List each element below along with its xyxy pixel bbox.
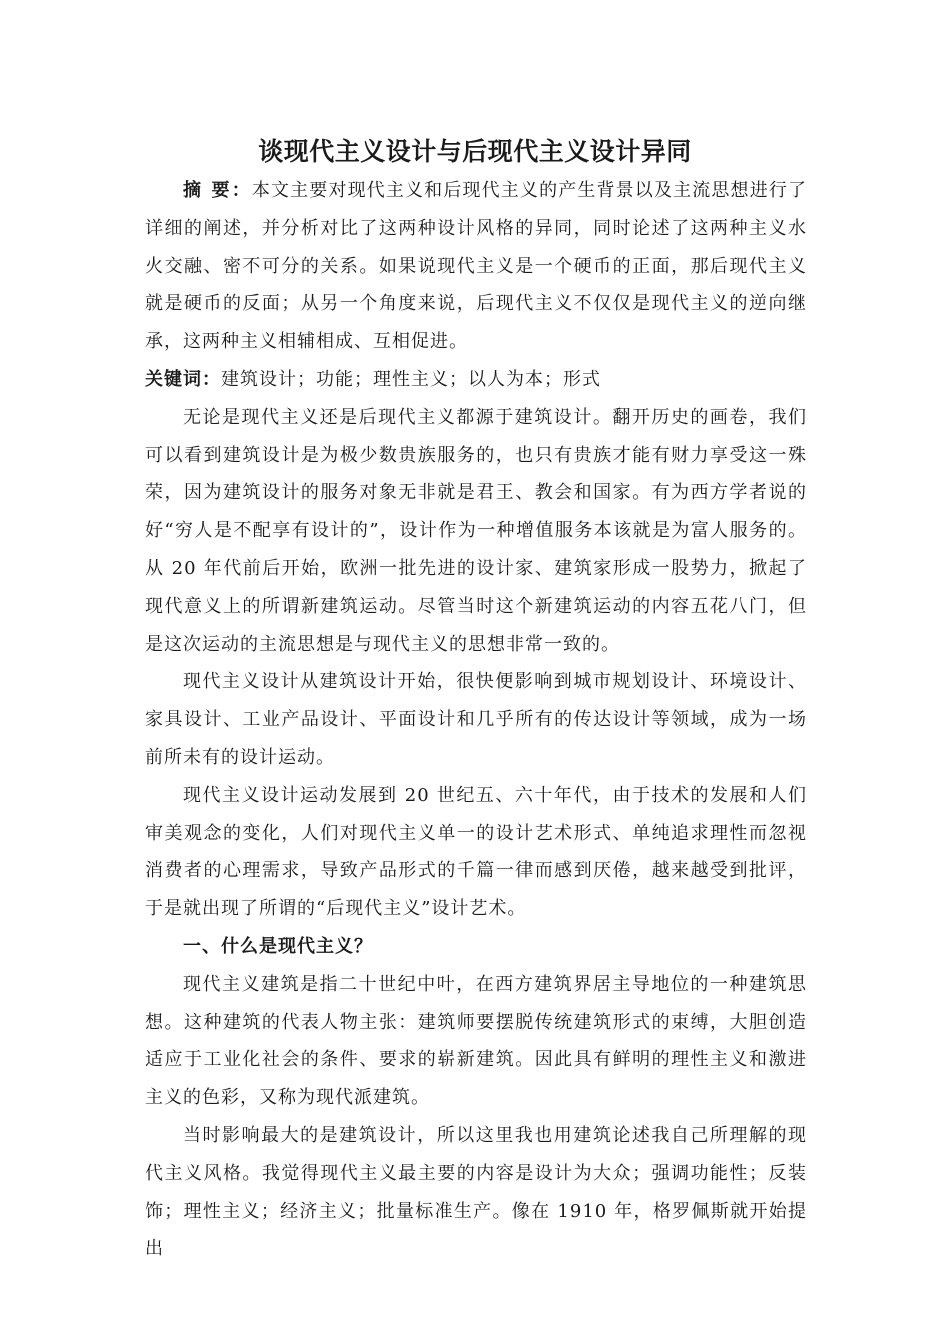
section-paragraph-2: 当时影响最大的是建筑设计，所以这里我也用建筑论述我自己所理解的现代主义风格。我觉得现代主义最主要的内容是设计为大众；强调功能性；反装饰；理性主义；经济主义；批量标准生产。像在 1910 年，格罗佩斯就开始提出 (145, 1124, 807, 1260)
abstract-label: 摘 要： (183, 180, 252, 201)
abstract-paragraph (145, 172, 807, 361)
keywords-text: 建筑设计；功能；理性主义；以人为本；形式 (221, 368, 601, 390)
section-paragraph-1: 现代主义建筑是指二十世纪中叶，在西方建筑界居主导地位的一种建筑思想。这种建筑的代表人物主张：建筑师要摆脱传统建筑形式的束缚，大胆创造适应于工业化社会的条件、要求的崭新建筑。因此具有鲜明的理性主义和激进主义的色彩，又称为现代派建筑。 (145, 973, 807, 1109)
keywords-label: 关键词： (145, 368, 221, 390)
body-paragraph-1: 无论是现代主义还是后现代主义都源于建筑设计。翻开历史的画卷，我们可以看到建筑设计是为极少数贵族服务的，也只有贵族才能有财力享受这一殊荣，因为建筑设计的服务对象无非就是君王、教会和国家。有为西方学者说的好“穷人是不配享有设计的”，设计作为一种增值服务本该就是为富人服务的。从 20 年代前后开始，欧洲一批先进的设计家、建筑家形成一股势力，掀起了现代意义上的所谓新建筑运动。尽管当时这个新建筑运动的内容五花八门，但是这次运动的主流思想是与现代主义的思想非常一致的。 (145, 406, 807, 655)
abstract-text: 本文主要对现代主义和后现代主义的产生背景以及主流思想进行了详细的阐述，并分析对比了这两种设计风格的异同，同时论述了这两种主义水火交融、密不可分的关系。如果说现代主义是一个硬币的正面，那后现代主义就是硬币的反面；从另一个角度来说，后现代主义不仅仅是现代主义的逆向继承，这两种主义相辅相成、互相促进。 (145, 180, 807, 353)
body-paragraph-2: 现代主义设计从建筑设计开始，很快便影响到城市规划设计、环境设计、家具设计、工业产品设计、平面设计和几乎所有的传达设计等领域，成为一场前所未有的设计运动。 (145, 671, 807, 768)
section-heading: 一、什么是现代主义？ (183, 935, 373, 957)
keywords-paragraph (145, 361, 807, 399)
document-body (145, 172, 807, 1268)
body-paragraph-3: 现代主义设计运动发展到 20 世纪五、六十年代，由于技术的发展和人们审美观念的变化，人们对现代主义单一的设计艺术形式、单纯追求理性而忽视消费者的心理需求，导致产品形式的千篇一律而感到厌倦，越来越受到批评，于是就出现了所谓的“后现代主义”设计艺术。 (145, 784, 807, 920)
document-title: 谈现代主义设计与后现代主义设计异同 (258, 137, 692, 166)
